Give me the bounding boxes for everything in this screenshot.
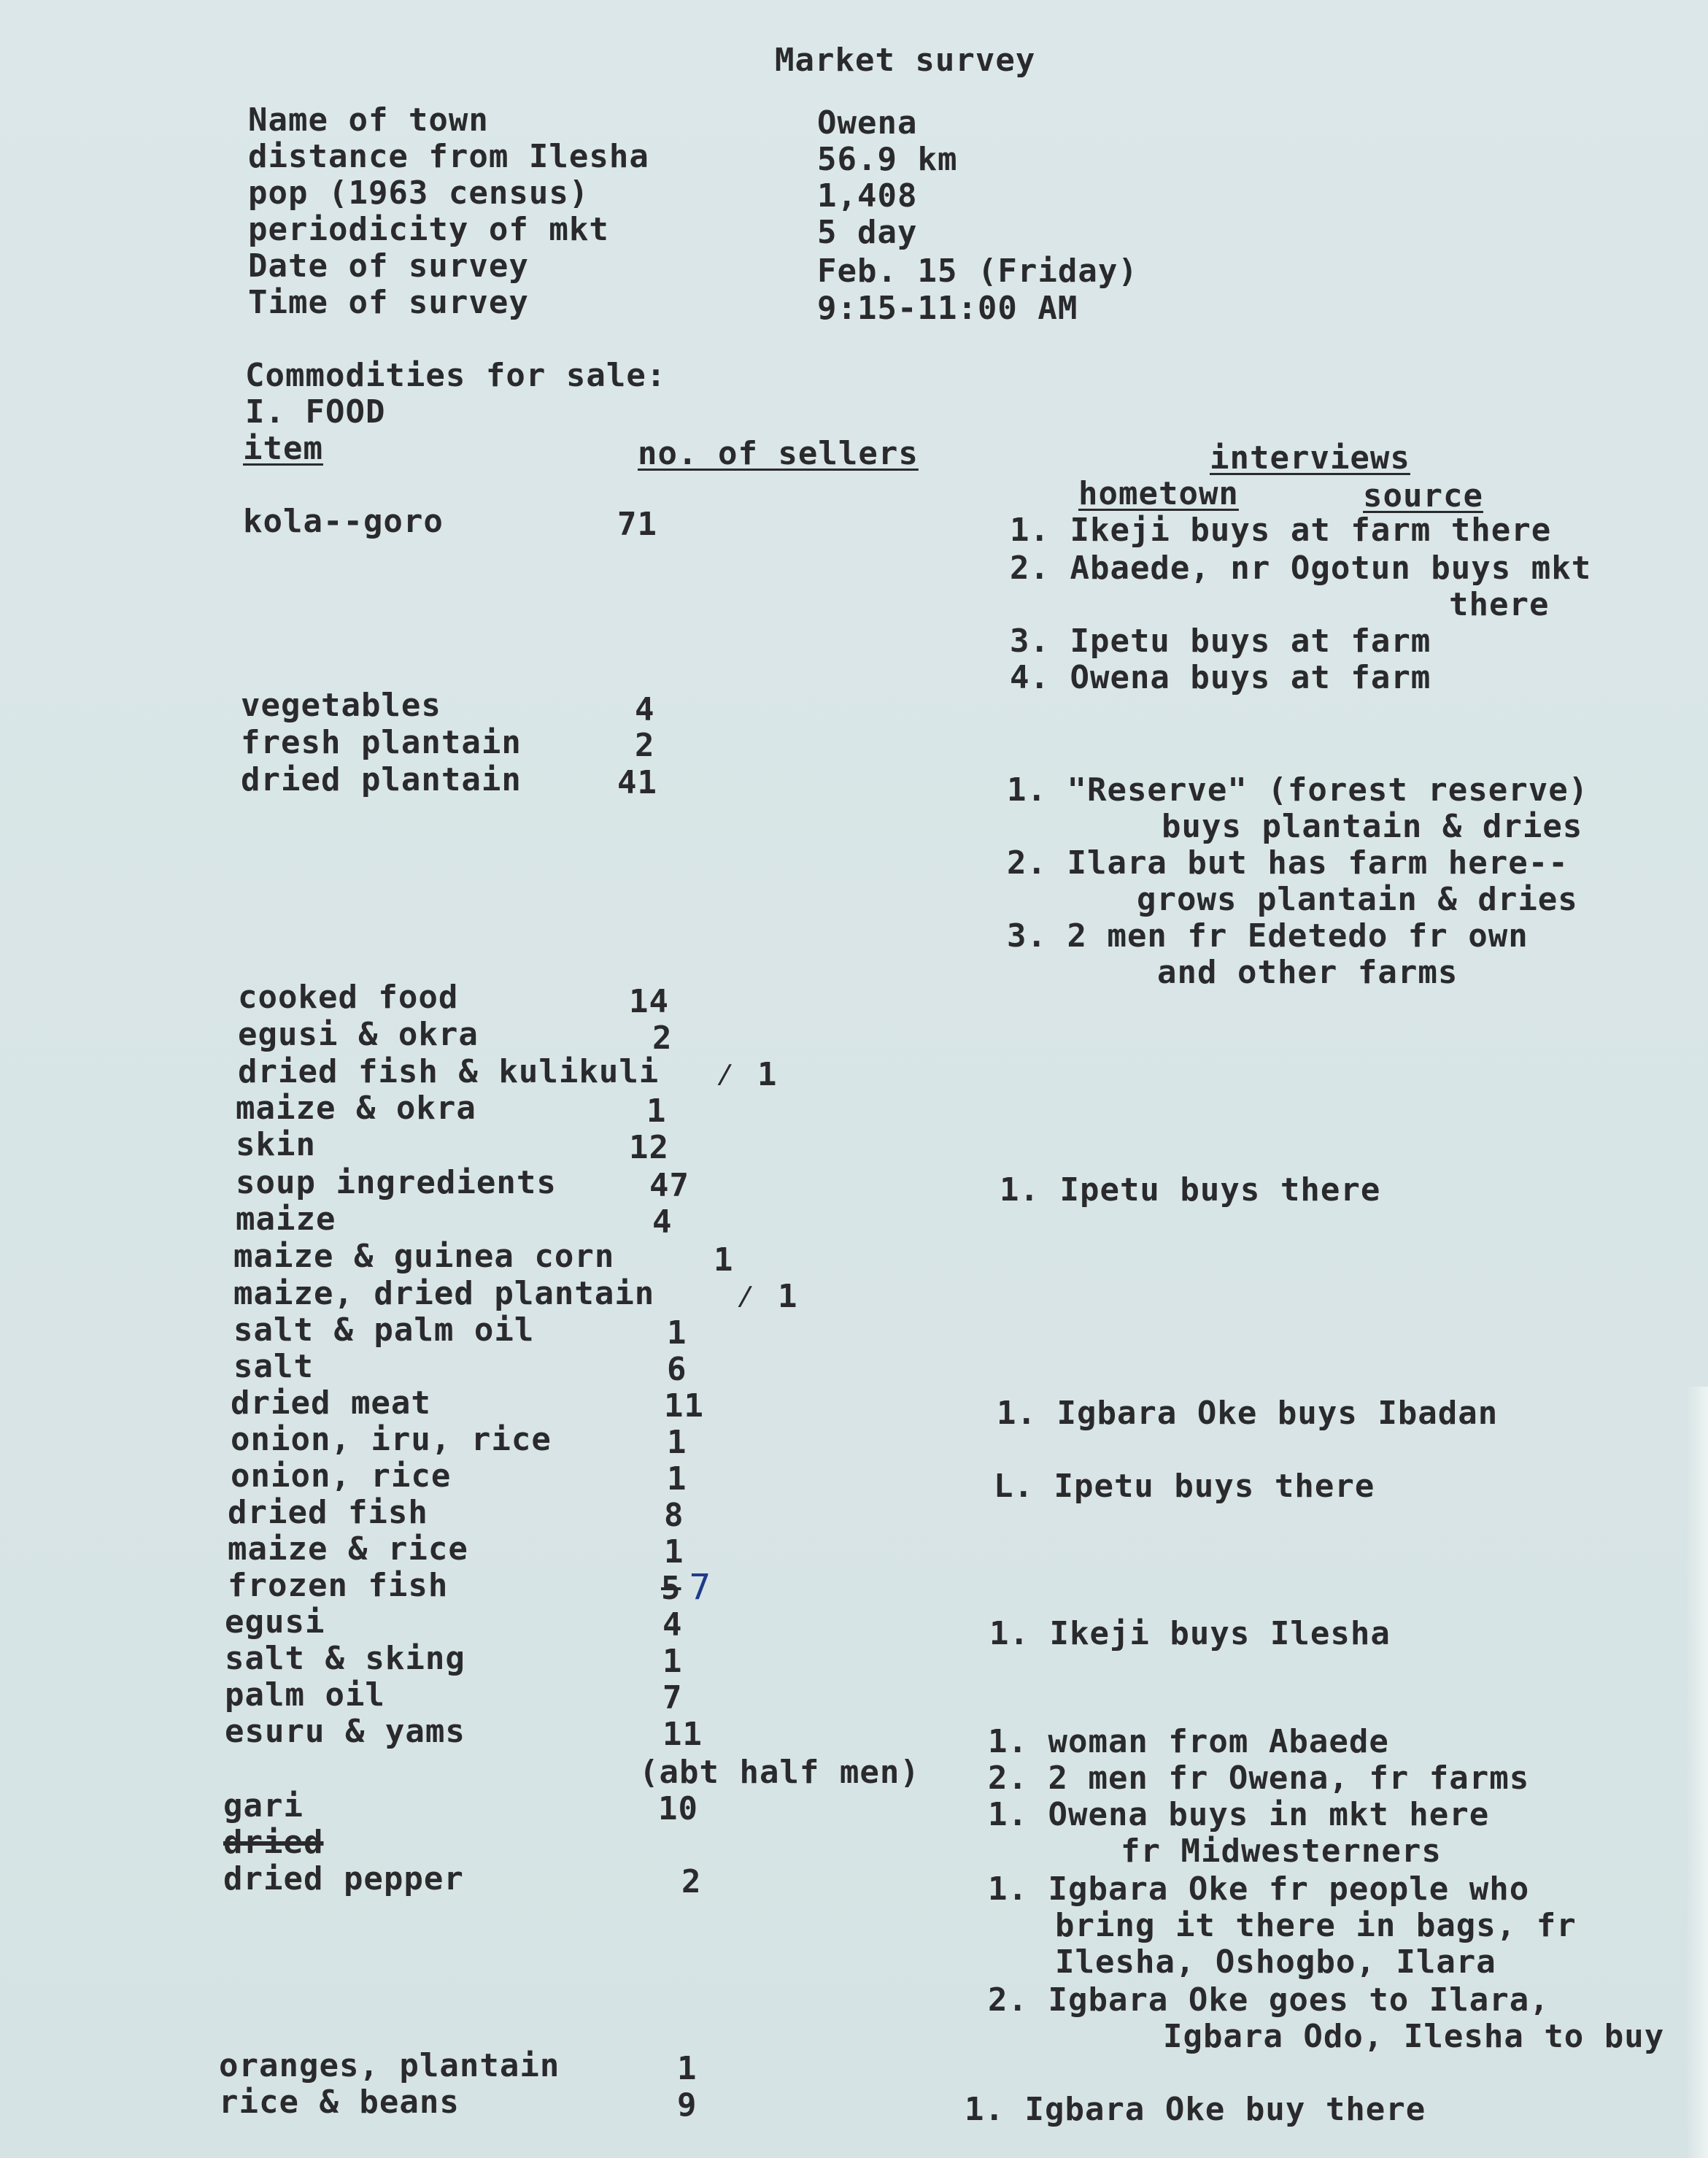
item-name: egusi & okra [238,1016,479,1053]
interview-note: 1. Owena buys in mkt here [988,1796,1490,1833]
struck-out-item: dried [223,1824,324,1861]
info-value-date: Feb. 15 (Friday) [817,253,1138,290]
info-label-date: Date of survey [248,247,529,285]
item-sellers: 4 [662,1606,683,1643]
item-name: rice & beans [219,2084,460,2121]
item-sellers: 1 [662,1643,683,1680]
item-name: frozen fish [228,1567,449,1604]
interview-note: 4. Owena buys at farm [1010,659,1431,696]
interview-note: L. Ipetu buys there [994,1468,1375,1505]
column-header-source: source [1363,477,1483,515]
item-sellers: 1 [664,1533,684,1571]
item-name: skin [236,1126,316,1163]
item-sellers: 1 [677,2050,698,2087]
item-sellers: 11 [664,1387,704,1425]
item-sellers: 2 [681,1863,702,1900]
item-sellers: 2 [635,727,655,764]
item-sellers: 71 [617,506,657,543]
interview-note: 2. 2 men fr Owena, fr farms [988,1760,1530,1797]
item-name: palm oil [225,1676,385,1714]
item-sellers: 14 [629,983,669,1020]
item-name: dried fish & kulikuli [238,1053,660,1090]
item-name: cooked food [238,979,459,1016]
strikeout-mark: ⁄ [735,1278,756,1315]
column-header-interviews: interviews [1210,439,1410,477]
interview-note: buys plantain & dries [1162,808,1583,845]
handwritten-correction: 7 [689,1567,712,1608]
item-name: esuru & yams [225,1713,465,1750]
item-name: kola--goro [243,503,444,540]
page-edge [1686,1387,1708,2158]
interview-note: 1. Ikeji buys Ilesha [989,1615,1391,1652]
item-sellers: 8 [664,1497,684,1534]
info-label-periodicity: periodicity of mkt [248,211,609,248]
info-value-town: Owena [817,104,918,142]
interview-note: 3. Ipetu buys at farm [1010,623,1431,660]
item-note: (abt half men) [639,1754,920,1791]
commodities-heading: Commodities for sale: [245,357,667,394]
item-sellers: 41 [617,764,657,801]
item-sellers: 11 [662,1716,703,1753]
item-name: fresh plantain [241,724,522,761]
interview-note: 1. Igbara Oke fr people who [988,1870,1530,1908]
info-value-distance: 56.9 km [817,141,958,178]
info-label-time: Time of survey [248,284,529,321]
item-sellers: 1 [714,1241,734,1279]
item-sellers: 1 [667,1424,687,1461]
item-name: soup ingredients [236,1164,557,1201]
interview-note: bring it there in bags, fr [1055,1907,1577,1944]
item-sellers: 4 [635,691,655,728]
item-name: gari [223,1787,304,1824]
interview-note: Ilesha, Oshogbo, Ilara [1055,1943,1496,1981]
item-name: maize & rice [228,1530,468,1568]
info-value-population: 1,408 [817,177,918,215]
interview-note: 1. Ikeji buys at farm there [1010,512,1552,549]
interview-note: Igbara Odo, Ilesha to buy [1163,2018,1665,2055]
item-name: dried pepper [223,1860,464,1897]
item-name: maize & okra [236,1090,476,1127]
item-sellers: 1 [667,1460,687,1498]
item-sellers: 1 [667,1314,687,1352]
interview-note: 1. woman from Abaede [988,1723,1389,1760]
document-title: Market survey [775,42,1036,79]
interview-note: 2. Ilara but has farm here-- [1007,844,1569,882]
item-sellers: 6 [667,1351,687,1388]
struck-out-count: 5 [661,1570,681,1607]
item-name: dried fish [228,1494,428,1531]
strikeout-mark: ⁄ [715,1056,735,1093]
item-name: salt & sking [225,1640,465,1677]
column-header-item: item [243,430,323,467]
item-name: egusi [225,1603,325,1641]
item-name: onion, iru, rice [231,1421,552,1458]
item-sellers: 1 [778,1278,798,1315]
item-sellers: 9 [677,2086,698,2124]
interview-note: there [1449,586,1550,623]
interview-note: 1. "Reserve" (forest reserve) [1007,771,1589,809]
item-name: maize [236,1201,336,1238]
item-name: maize & guinea corn [233,1238,615,1275]
item-name: salt [233,1348,314,1385]
interview-note: and other farms [1157,954,1458,991]
interview-note: 1. Igbara Oke buys Ibadan [997,1395,1499,1432]
interview-note: 3. 2 men fr Edetedo fr own [1007,917,1529,955]
interview-note: 1. Ipetu buys there [1000,1171,1381,1209]
item-sellers: 10 [658,1790,698,1827]
item-name: dried meat [231,1384,431,1422]
item-name: salt & palm oil [233,1311,535,1349]
info-value-time: 9:15-11:00 AM [817,290,1078,327]
item-name: vegetables [241,687,441,724]
info-label-population: pop (1963 census) [248,174,590,212]
interview-note: 2. Igbara Oke goes to Ilara, [988,1981,1550,2019]
item-sellers: 7 [662,1679,683,1716]
info-label-distance: distance from Ilesha [248,138,649,175]
item-sellers: 12 [629,1129,669,1166]
item-name: maize, dried plantain [233,1275,655,1312]
info-value-periodicity: 5 day [817,214,918,251]
interview-note: fr Midwesterners [1121,1833,1442,1870]
item-name: dried plantain [241,761,522,798]
item-sellers: 4 [652,1203,673,1241]
item-sellers: 1 [646,1093,667,1130]
item-sellers: 1 [757,1056,778,1093]
item-sellers: 2 [652,1020,673,1057]
item-sellers: 47 [649,1167,689,1204]
column-header-sellers: no. of sellers [638,435,919,472]
interview-note: 2. Abaede, nr Ogotun buys mkt [1010,550,1592,587]
section-heading: I. FOOD [245,393,386,431]
interview-note: 1. Igbara Oke buy there [965,2091,1426,2128]
column-header-hometown: hometown [1078,475,1239,512]
info-label-town: Name of town [248,101,489,139]
interview-note: grows plantain & dries [1137,881,1578,918]
item-name: oranges, plantain [219,2047,560,2084]
item-name: onion, rice [231,1457,452,1495]
